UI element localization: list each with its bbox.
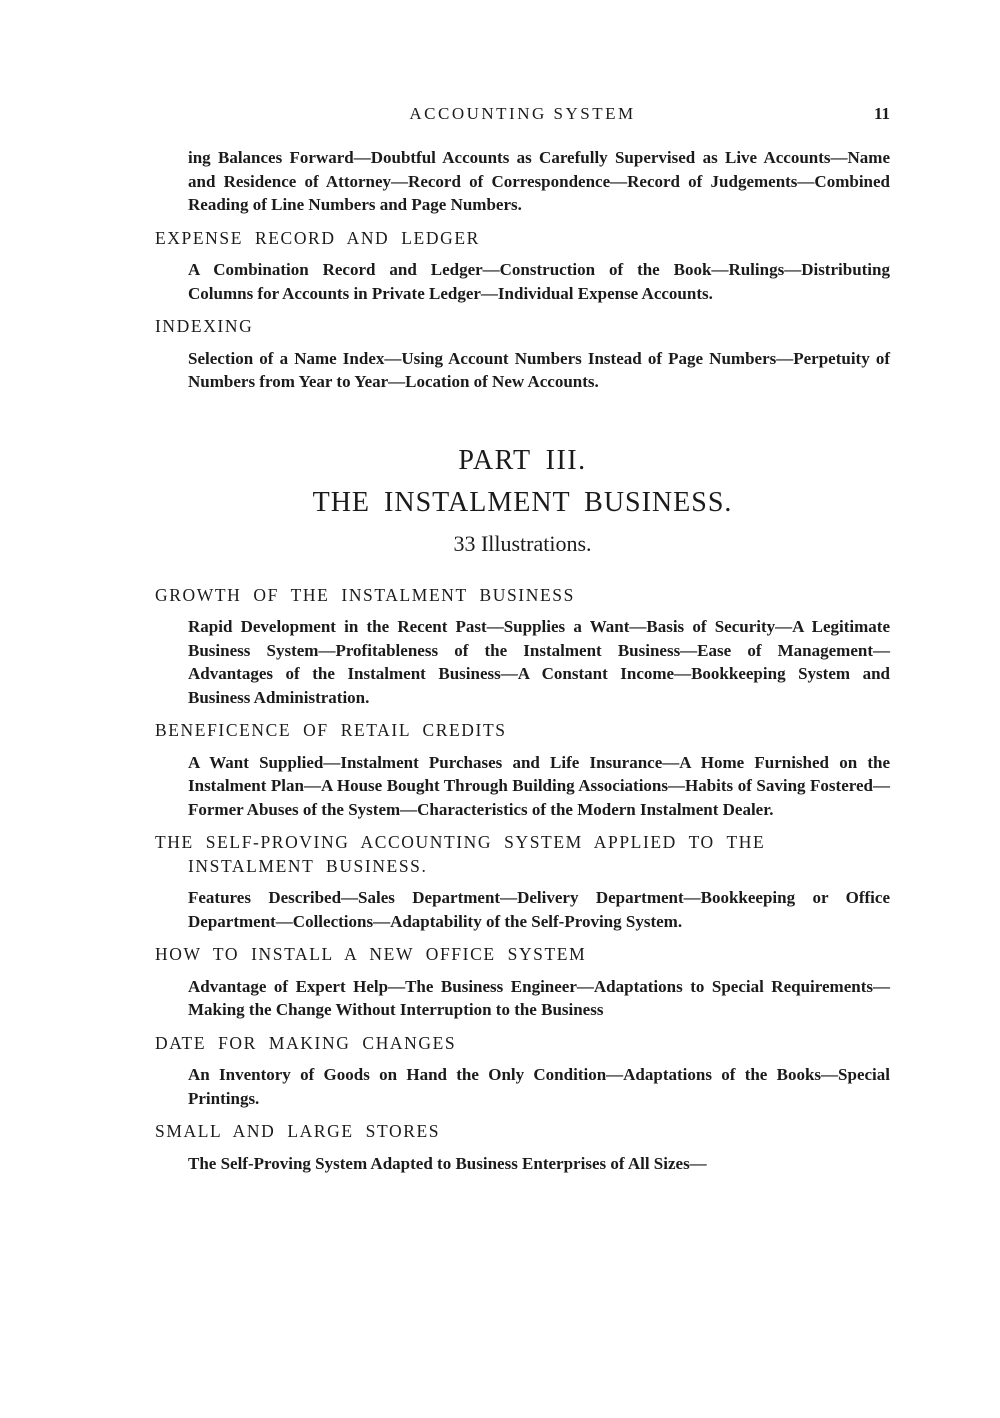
section-heading: EXPENSE RECORD AND LEDGER bbox=[155, 227, 480, 248]
illustrations-count: 33 Illustrations. bbox=[453, 530, 592, 556]
section-body: Advantage of Expert Help—The Business Engineer—Adaptations to Special Requirements—Making the Change Without Interruption to the Business bbox=[188, 976, 890, 1019]
section-body: A Combination Record and Ledger—Construction of the Book—Rulings—Distributing Columns for Accounts in Private Ledger—Individual Expense Accounts. bbox=[188, 260, 890, 303]
section-date-changes bbox=[155, 1032, 890, 1111]
section-self-proving bbox=[155, 831, 890, 933]
section-heading: BENEFICENCE OF RETAIL CREDITS bbox=[155, 720, 507, 740]
section-beneficence bbox=[155, 719, 890, 821]
section-expense-record bbox=[155, 227, 890, 306]
section-heading: THE SELF-PROVING ACCOUNTING SYSTEM APPLIED TO THE INSTALMENT BUSINESS. bbox=[155, 832, 766, 876]
page-content bbox=[155, 146, 890, 1175]
section-heading: HOW TO INSTALL A NEW OFFICE SYSTEM bbox=[155, 944, 587, 964]
section-body: Selection of a Name Index—Using Account Numbers Instead of Page Numbers—Perpetuity of Numbers from Year to Year—Location of New Accounts. bbox=[188, 348, 890, 391]
section-heading: DATE FOR MAKING CHANGES bbox=[155, 1032, 457, 1053]
section-indexing bbox=[155, 315, 890, 394]
part-number: PART III. bbox=[458, 444, 587, 476]
section-body: Features Described—Sales Department—Delivery Department—Bookkeeping or Office Department—Collections—Adaptability of the Self-Proving System. bbox=[188, 888, 890, 931]
running-head bbox=[155, 104, 890, 128]
section-install-system bbox=[155, 943, 890, 1022]
part-title-block bbox=[155, 440, 890, 564]
intro-continuation-text: ing Balances Forward—Doubtful Accounts as Carefully Supervised as Live Accounts—Name and Residence of Attorney—Record of Correspondence—Record of Judgements—Combined Reading of Line Numbers and Page Numbers. bbox=[188, 148, 890, 214]
section-heading: GROWTH OF THE INSTALMENT BUSINESS bbox=[155, 584, 575, 605]
part-title: THE INSTALMENT BUSINESS. bbox=[312, 486, 733, 518]
section-heading: SMALL AND LARGE STORES bbox=[155, 1121, 441, 1141]
section-growth bbox=[155, 584, 890, 710]
section-body: The Self-Proving System Adapted to Business Enterprises of All Sizes— bbox=[188, 1153, 707, 1173]
section-body: A Want Supplied—Instalment Purchases and Life Insurance—A Home Furnished on the Instalment Plan—A House Bought Through Building Associations—Habits of Saving Fostered—Former Abuses of the System—Characteristics of the Modern Instalment Dealer. bbox=[188, 752, 890, 819]
page-number: 11 bbox=[873, 104, 890, 123]
section-heading: INDEXING bbox=[155, 316, 254, 336]
section-body: An Inventory of Goods on Hand the Only Condition—Adaptations of the Books—Special Printings. bbox=[188, 1065, 890, 1108]
section-stores bbox=[155, 1120, 890, 1175]
running-title: ACCOUNTING SYSTEM bbox=[409, 104, 636, 123]
section-body: Rapid Development in the Recent Past—Supplies a Want—Basis of Security—A Legitimate Business System—Profitableness of the Instalment Business—Ease of Management—Advantages of the Instalment Business—A Constant Income—Bookkeeping System and Business Administration. bbox=[188, 617, 890, 707]
